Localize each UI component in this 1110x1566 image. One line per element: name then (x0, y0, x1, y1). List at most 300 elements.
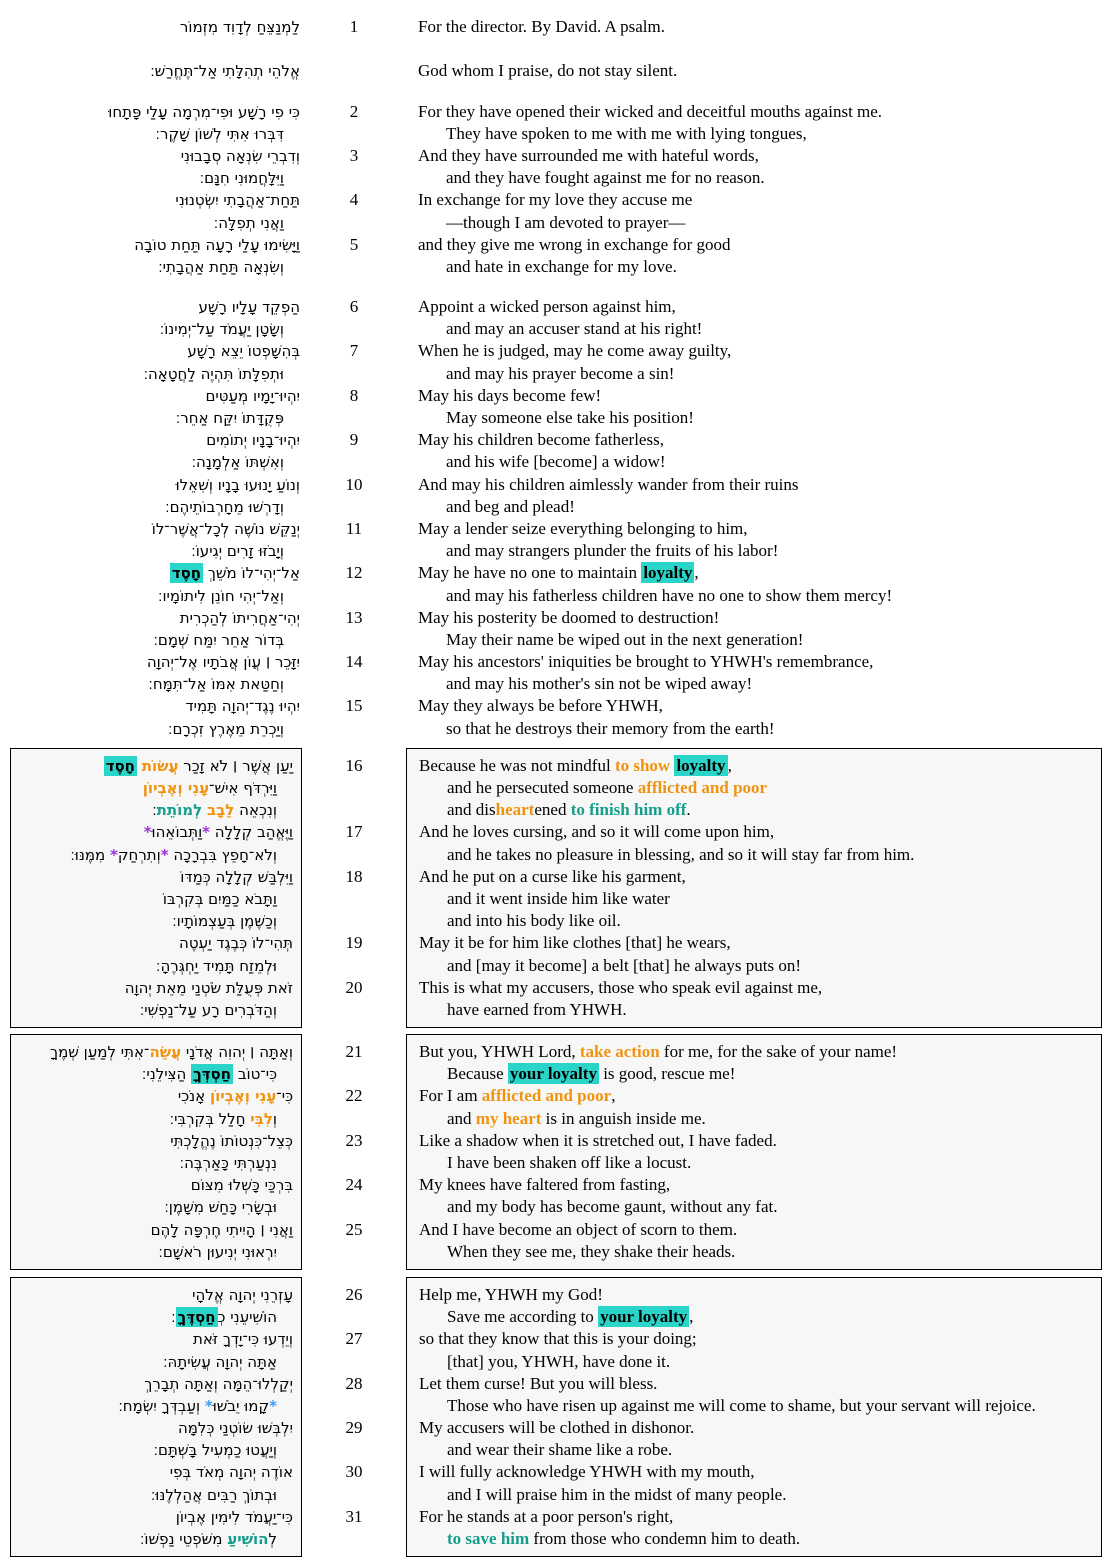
hebrew-line (10, 585, 300, 607)
text-segment: and he persecuted someone (447, 778, 638, 797)
text-segment: וְאַתָּה ׀ יְהוִה אֲדֹנָי (181, 1043, 293, 1062)
text-segment: אֱלֹהֵי תְהִלָּתִי אַל־תֶּחֱרַשׁ׃ (150, 62, 300, 81)
highlighted-hesed-term: loyalty (676, 755, 726, 775)
hebrew-line (19, 1417, 293, 1439)
hebrew-line (19, 955, 293, 977)
hebrew-line (19, 1373, 293, 1395)
english-line (419, 799, 1089, 821)
hebrew-line (10, 340, 300, 362)
text-segment: יִלְבְּשׁוּ שׂוֹטְנַי כְּלִמָּה (177, 1419, 293, 1438)
hebrew-line (19, 888, 293, 910)
text-segment: and they give me wrong in exchange for good (418, 234, 731, 254)
orange-emphasis-term: לֵבָב (207, 801, 235, 820)
hebrew-line (10, 562, 300, 584)
text-critical-asterisk: * (143, 823, 152, 842)
verse-number: 19 (345, 933, 363, 953)
hebrew-column (10, 1277, 302, 1557)
text-critical-asterisk: * (110, 845, 118, 864)
verse-number: 4 (349, 190, 359, 210)
text-segment: and may his prayer become a sin! (446, 363, 675, 383)
hebrew-column (10, 16, 302, 83)
orange-emphasis-term: עֲשׂוֹת (141, 756, 179, 775)
english-line (419, 1108, 1089, 1130)
orange-emphasis-term: to show (614, 755, 671, 775)
verse-number: 7 (349, 341, 359, 361)
english-line (418, 234, 1102, 256)
english-line (418, 256, 1102, 278)
hebrew-line (19, 1108, 293, 1130)
verse-number-spacer (302, 496, 406, 518)
text-segment: And they have surrounded me with hateful words, (418, 145, 759, 165)
english-line (418, 629, 1102, 651)
english-line (418, 296, 1102, 318)
verse-number-spacer (302, 1351, 406, 1373)
verse-number-column (302, 1034, 406, 1270)
text-segment: For he stands at a poor person's right, (419, 1506, 674, 1526)
english-line (419, 910, 1089, 932)
verse-number-spacer (302, 1439, 406, 1461)
verse-number-spacer (302, 363, 406, 385)
verse-number-spacer (302, 1395, 406, 1417)
text-segment: וַאֲנִי ׀ הָיִיתִי חֶרְפָּה לָהֶם (150, 1220, 293, 1239)
text-segment: , (727, 755, 732, 775)
english-line (419, 1130, 1089, 1152)
english-column (406, 748, 1102, 1028)
hebrew-line (19, 1063, 293, 1085)
english-line (419, 1174, 1089, 1196)
text-segment: have earned from YHWH. (447, 999, 627, 1019)
english-line (419, 1085, 1089, 1107)
text-segment: יִהְיוּ־יָמָיו מְעַטִּים (205, 386, 300, 405)
text-segment: May it be for him like clothes [that] he wears, (419, 933, 731, 953)
hebrew-line (19, 1284, 293, 1306)
verse-number: 30 (345, 1462, 363, 1482)
hebrew-line (10, 256, 300, 278)
hebrew-line (10, 212, 300, 234)
text-segment: And he put on a curse like his garment, (419, 866, 686, 886)
verse-number: 15 (345, 696, 363, 716)
english-line (419, 1506, 1089, 1528)
verse-number: 5 (349, 234, 359, 254)
text-segment: וַיִּלְבַּשׁ קְלָלָה כְּמַדּוֹ (180, 867, 293, 886)
text-segment: הוֹשִׁיעֵנִי כְ (217, 1308, 277, 1327)
text-segment: May someone else take his position! (446, 408, 694, 427)
verse-number: 25 (345, 1219, 363, 1239)
text-segment: is in anguish inside me. (541, 1108, 706, 1128)
english-line (419, 866, 1089, 888)
english-line (419, 1417, 1089, 1439)
orange-emphasis-term: take action (579, 1042, 660, 1062)
verse-number-spacer (302, 1063, 406, 1085)
text-segment: and dis (447, 800, 496, 820)
text-segment: יְקַלְלוּ־הֵמָּה וְאַתָּה תְבָרֵךְ (144, 1374, 293, 1393)
text-segment: and wear their shame like a robe. (447, 1440, 673, 1460)
verse-number-spacer (302, 999, 406, 1021)
text-segment: Those who have risen up against me will come to shame, but your servant will rejoice. (447, 1395, 1036, 1415)
text-segment: וְתִרְחַק (117, 845, 161, 864)
highlighted-hesed-term: חַסְדֶּךָ (177, 1308, 216, 1327)
hebrew-line (10, 318, 300, 340)
text-segment: and his wife [become] a widow! (446, 452, 666, 472)
text-segment: But you, YHWH Lord, (419, 1042, 580, 1062)
english-line (419, 1041, 1089, 1063)
text-segment: וּתְפִלָּתוֹ תִּהְיֶה לַחֲטָאָה׃ (143, 364, 284, 383)
verse-number: 31 (345, 1506, 363, 1526)
text-segment: בִּרְכַּי כָּשְׁלוּ מִצּוֹם (190, 1176, 293, 1195)
text-segment: and may strangers plunder the fruits of his labor! (446, 541, 779, 561)
text-segment: וַיֶּאֱהַב קְלָלָה (210, 823, 293, 842)
orange-emphasis-term: עָנִי וְאֶבְיוֹן (209, 1087, 277, 1106)
text-segment: , (611, 1086, 616, 1106)
highlighted-hesed-term: your loyalty (509, 1064, 597, 1084)
text-segment: וְאַל־יְהִי חוֹנֵן לִיתוֹמָיו׃ (158, 586, 284, 605)
hebrew-line (10, 540, 300, 562)
english-line (419, 1439, 1089, 1461)
verse-number: 13 (345, 607, 363, 627)
verse-number: 27 (345, 1329, 363, 1349)
english-line (419, 1328, 1089, 1350)
text-segment: וְאִשְׁתּוֹ אַלְמָנָה׃ (191, 453, 284, 472)
text-segment: יִהְיוּ־בָנָיו יְתוֹמִים (206, 431, 300, 450)
text-segment: In exchange for my love they accuse me (418, 190, 693, 210)
text-segment: and they have fought against me for no reason. (446, 168, 765, 188)
english-line (418, 695, 1102, 717)
text-segment: וְעַבְדְּךָ יִשְׂמָח׃ (118, 1396, 205, 1415)
hebrew-line (10, 101, 300, 123)
hebrew-line (19, 1196, 293, 1218)
english-line (418, 123, 1102, 145)
hebrew-line (10, 629, 300, 651)
hebrew-line (10, 16, 300, 38)
text-segment: לַמְנַצֵּחַ לְדָוִד מִזְמוֹר (179, 18, 300, 36)
english-line (418, 673, 1102, 695)
english-line (418, 145, 1102, 167)
verse-number: 22 (345, 1086, 363, 1106)
verse-number: 16 (345, 755, 363, 775)
hebrew-line (19, 932, 293, 954)
text-segment: כְּצֵל־כִּנְטוֹתוֹ נֶהֱלָכְתִּי (170, 1131, 293, 1150)
text-segment: and hate in exchange for my love. (446, 256, 677, 276)
text-segment: and may his mother's sin not be wiped away! (446, 674, 753, 694)
text-segment: and (447, 1108, 476, 1128)
english-line (419, 977, 1089, 999)
text-segment: אָנֹכִי (177, 1087, 210, 1106)
hebrew-line (10, 38, 300, 60)
text-segment: כִּי פִי רָשָׁע וּפִי־מִרְמָה עָלַי פָּתָחוּ (108, 102, 300, 121)
hebrew-column (10, 296, 302, 740)
verse-number: 28 (345, 1373, 363, 1393)
hebrew-line (19, 1528, 293, 1550)
english-line (418, 60, 1102, 82)
verse-number: 6 (349, 297, 359, 317)
verse-number: 29 (345, 1418, 363, 1438)
text-segment: מִמֶּנּוּ׃ (70, 845, 111, 864)
english-line (419, 1196, 1089, 1218)
hebrew-line (19, 1306, 293, 1328)
verse-number-spacer (302, 212, 406, 234)
text-segment: When he is judged, may he come away guilty, (418, 341, 732, 361)
text-segment: [that] you, YHWH, have done it. (447, 1351, 671, 1371)
text-segment: For the director. By David. A psalm. (418, 17, 665, 36)
text-segment: and beg and plead! (446, 496, 575, 516)
verse-number-spacer (302, 799, 406, 821)
verse-section-3 (0, 296, 1110, 740)
hebrew-column (10, 1034, 302, 1270)
verse-section-2 (0, 101, 1110, 279)
text-segment: May a lender seize everything belonging to him, (418, 518, 748, 538)
text-segment: And may his children aimlessly wander from their ruins (418, 474, 799, 494)
text-segment: For I am (419, 1086, 482, 1106)
hebrew-line (19, 1152, 293, 1174)
hebrew-line (10, 718, 300, 740)
hebrew-line (19, 1506, 293, 1528)
verse-number-spacer (302, 451, 406, 473)
text-segment: וְנִכְאֵה (234, 801, 277, 820)
text-segment: יִהְיוּ נֶגֶד־יְהוָה תָּמִיד (185, 697, 300, 716)
verse-section-6-boxed (0, 1277, 1110, 1557)
english-line (418, 189, 1102, 211)
english-line (419, 1528, 1089, 1550)
text-critical-asterisk: * (160, 845, 169, 864)
hebrew-line (10, 429, 300, 451)
english-line (418, 212, 1102, 234)
text-segment: I will fully acknowledge YHWH with my mouth, (419, 1462, 755, 1482)
text-segment: May his days become few! (418, 385, 602, 405)
verse-number-spacer (302, 1306, 406, 1328)
hebrew-line (19, 977, 293, 999)
verse-number: 23 (345, 1130, 363, 1150)
text-critical-asterisk: * (204, 1396, 213, 1415)
text-segment: דִּבְּרוּ אִתִּי לְשׁוֹן שָׁקֶר׃ (155, 124, 284, 143)
hebrew-line (10, 673, 300, 695)
hebrew-line (19, 910, 293, 932)
text-segment: זֹאת פְּעֻלַּת שֹׂטְנַי מֵאֵת יְהוָה (124, 978, 293, 997)
hebrew-line (19, 1439, 293, 1461)
text-segment: פְּקֻדָּתוֹ יִקַּח אַחֵר׃ (175, 409, 284, 427)
psalm-interlinear-document (0, 16, 1110, 1557)
hebrew-line (19, 1219, 293, 1241)
text-segment: and into his body like oil. (447, 911, 621, 931)
text-segment: Help me, YHWH my God! (419, 1284, 603, 1304)
orange-emphasis-term: afflicted and poor (481, 1086, 612, 1106)
text-segment: וַיִּרְדֹּף אִישׁ־ (209, 779, 277, 797)
text-segment: מִשֹּׁפְטֵי נַפְשׁוֹ׃ (139, 1530, 228, 1548)
text-segment: May their name be wiped out in the next generation! (446, 629, 804, 649)
english-line (419, 1351, 1089, 1373)
verse-number-spacer (302, 407, 406, 429)
verse-section-5-boxed (0, 1034, 1110, 1270)
hebrew-line (10, 385, 300, 407)
text-segment: God whom I praise, do not stay silent. (418, 61, 678, 81)
text-segment: And he loves cursing, and so it will come upon him, (419, 822, 775, 842)
verse-number: 26 (345, 1284, 363, 1304)
text-segment: אַתָּה יְהוָה עֲשִׂיתָהּ׃ (163, 1352, 277, 1371)
english-column (406, 101, 1102, 279)
english-line (419, 844, 1089, 866)
english-column (406, 16, 1102, 83)
text-segment: When they see me, they shake their heads. (447, 1241, 736, 1261)
english-line (419, 1284, 1089, 1306)
text-segment: and I will praise him in the midst of many people. (447, 1484, 787, 1504)
verse-number: 24 (345, 1175, 363, 1195)
text-segment: and he takes no pleasure in blessing, and so it will stay far from him. (447, 844, 915, 864)
english-line (418, 540, 1102, 562)
english-line (419, 777, 1089, 799)
english-line (418, 429, 1102, 451)
text-segment: תַּחַת־אַהֲבָתִי יִשְׂטְנוּנִי (175, 191, 300, 210)
hebrew-column (10, 748, 302, 1028)
text-segment: וְיָבֹזּוּ זָרִים יְגִיעוֹ׃ (191, 542, 284, 561)
hebrew-line (19, 866, 293, 888)
text-segment: וְיַכְרֵת מֵאֶרֶץ זִכְרָם׃ (168, 719, 284, 738)
hebrew-line (19, 1484, 293, 1506)
english-line (418, 363, 1102, 385)
text-segment: אוֹדֶה יְהוָה מְאֹד בְּפִי (169, 1463, 293, 1482)
orange-emphasis-term: עֲשֵׂה (149, 1043, 182, 1062)
verse-number-spacer (302, 888, 406, 910)
verse-number-spacer (302, 629, 406, 651)
verse-number-spacer (302, 585, 406, 607)
hebrew-column (10, 101, 302, 279)
text-segment: בְּהִשָּׁפְטוֹ יֵצֵא רָשָׁע (187, 342, 300, 361)
text-segment: and [may it become] a belt [that] he always puts on! (447, 955, 802, 975)
english-line (418, 451, 1102, 473)
hebrew-line (10, 234, 300, 256)
english-line (419, 932, 1089, 954)
verse-number-spacer (302, 167, 406, 189)
text-segment: וַיִּלָּחֲמוּנִי חִנָּם׃ (199, 169, 284, 188)
verse-number: 1 (349, 17, 359, 36)
verse-number-column (302, 296, 406, 740)
teal-emphasis-term: הוֹשִׁיעַ (227, 1530, 269, 1548)
english-line (419, 1241, 1089, 1263)
text-segment: נִנְעַרְתִּי כָּאַרְבֶּה׃ (179, 1154, 277, 1172)
verse-number-spacer (302, 1528, 406, 1550)
hebrew-line (19, 1041, 293, 1063)
english-line (418, 718, 1102, 740)
orange-emphasis-term: my heart (475, 1108, 542, 1128)
text-segment: וּבְתוֹךְ רַבִּים אֲהַלְלֶנּוּ׃ (150, 1485, 277, 1504)
orange-emphasis-term: heart (495, 800, 535, 820)
verse-number-spacer (302, 673, 406, 695)
english-line (419, 1152, 1089, 1174)
hebrew-line (19, 1461, 293, 1483)
english-line (418, 16, 1102, 38)
english-line (418, 167, 1102, 189)
text-segment: is good, rescue me! (598, 1064, 736, 1084)
text-segment: וַיָּשִׂימוּ עָלַי רָעָה תַּחַת טוֹבָה (134, 235, 300, 254)
text-segment: יְהִי־אַחֲרִיתוֹ לְהַכְרִית (179, 608, 300, 627)
hebrew-line (19, 1241, 293, 1263)
highlighted-hesed-term: loyalty (643, 563, 693, 583)
english-line (419, 1484, 1089, 1506)
highlighted-hesed-term: חָסֶד (105, 756, 135, 775)
hebrew-line (10, 407, 300, 429)
verse-number: 17 (345, 822, 363, 842)
english-column (406, 296, 1102, 740)
text-segment: בְּדוֹר אַחֵר יִמַּח שְׁמָם׃ (153, 630, 284, 649)
english-line (419, 999, 1089, 1021)
text-segment: and may an accuser stand at his right! (446, 319, 703, 339)
text-segment: Like a shadow when it is stretched out, I have faded. (419, 1130, 777, 1150)
hebrew-line (10, 496, 300, 518)
english-line (419, 1306, 1089, 1328)
english-line (418, 651, 1102, 673)
verse-number: 11 (345, 518, 363, 538)
hebrew-line (10, 145, 300, 167)
text-segment: And I have become an object of scorn to them. (419, 1219, 738, 1239)
text-segment: יִזָּכֵר ׀ עֲוֺן אֲבֹתָיו אֶל־יְהוָה (146, 653, 300, 672)
text-segment: כִּי־טוֹב (233, 1065, 277, 1084)
text-segment: וּלְמֵזַח תָּמִיד יַחְגְּרֶהָ׃ (156, 956, 277, 975)
text-segment: קָמוּ יֵבֹשׁוּ (212, 1396, 270, 1415)
text-segment: May his posterity be doomed to destruction! (418, 607, 720, 627)
text-segment: וּבְשָׂרִי כָּחַשׁ מִשָּׁמֶן׃ (164, 1198, 277, 1217)
text-segment: וַתְּבוֹאֵהוּ (151, 823, 203, 842)
hebrew-line (19, 755, 293, 777)
hebrew-line (10, 518, 300, 540)
teal-emphasis-term: to finish him off (570, 800, 687, 820)
verse-number: 3 (349, 145, 359, 165)
orange-emphasis-term: afflicted and poor (637, 778, 768, 797)
english-line (418, 101, 1102, 123)
text-critical-asterisk: * (269, 1396, 277, 1415)
verse-number-spacer (302, 256, 406, 278)
verse-number-column (302, 1277, 406, 1557)
verse-number: 2 (349, 101, 359, 121)
text-segment: They have spoken to me with me with lying tongues, (446, 123, 807, 143)
orange-emphasis-term: עָנִי וְאֶבְיוֹן (142, 779, 210, 797)
hebrew-line (19, 1328, 293, 1350)
text-segment: May his children become fatherless, (418, 430, 664, 450)
hebrew-line (19, 1130, 293, 1152)
english-line (418, 474, 1102, 496)
text-segment: וְחַטַּאת אִמּוֹ אַל־תִּמָּח׃ (148, 675, 284, 694)
hebrew-line (10, 60, 300, 82)
text-critical-asterisk: * (202, 823, 211, 842)
text-segment: וְדָרְשׁוּ מֵחָרְבוֹתֵיהֶם׃ (165, 497, 284, 516)
english-line (419, 755, 1089, 777)
verse-number-spacer (302, 60, 406, 82)
hebrew-line (19, 999, 293, 1021)
english-column (406, 1034, 1102, 1270)
text-segment: ened (534, 800, 571, 820)
text-segment: חָלַל בְּקִרְבִּי׃ (169, 1109, 251, 1128)
english-line (418, 496, 1102, 518)
text-segment: Because (447, 1064, 508, 1084)
text-segment: וְשִׂנְאָה תַּחַת אַהֲבָתִי׃ (158, 257, 284, 276)
text-segment: so that they know that this is your doing; (419, 1329, 697, 1349)
text-segment: so that he destroys their memory from the earth! (446, 718, 775, 738)
text-segment: and may his fatherless children have no one to show them mercy! (446, 585, 893, 605)
hebrew-line (19, 799, 293, 821)
teal-emphasis-term: to save him (447, 1529, 530, 1548)
verse-number-spacer (302, 1108, 406, 1130)
verse-number-spacer (302, 123, 406, 145)
text-segment: אַל־יְהִי־לוֹ מֹשֵׁךְ (203, 564, 300, 583)
english-line (418, 340, 1102, 362)
text-segment: My knees have faltered from fasting, (419, 1175, 671, 1195)
english-line (419, 955, 1089, 977)
text-segment: וְדִבְרֵי שִׂנְאָה סְבָבוּנִי (180, 146, 300, 165)
hebrew-line (19, 777, 293, 799)
text-segment: וְכַשֶּׁמֶן בְּעַצְמוֹתָיו׃ (172, 912, 277, 931)
verse-number-column (302, 748, 406, 1028)
verse-number-spacer (302, 1484, 406, 1506)
text-segment: Let them curse! But you will bless. (419, 1373, 658, 1393)
hebrew-line (10, 474, 300, 496)
english-line (418, 38, 1102, 60)
